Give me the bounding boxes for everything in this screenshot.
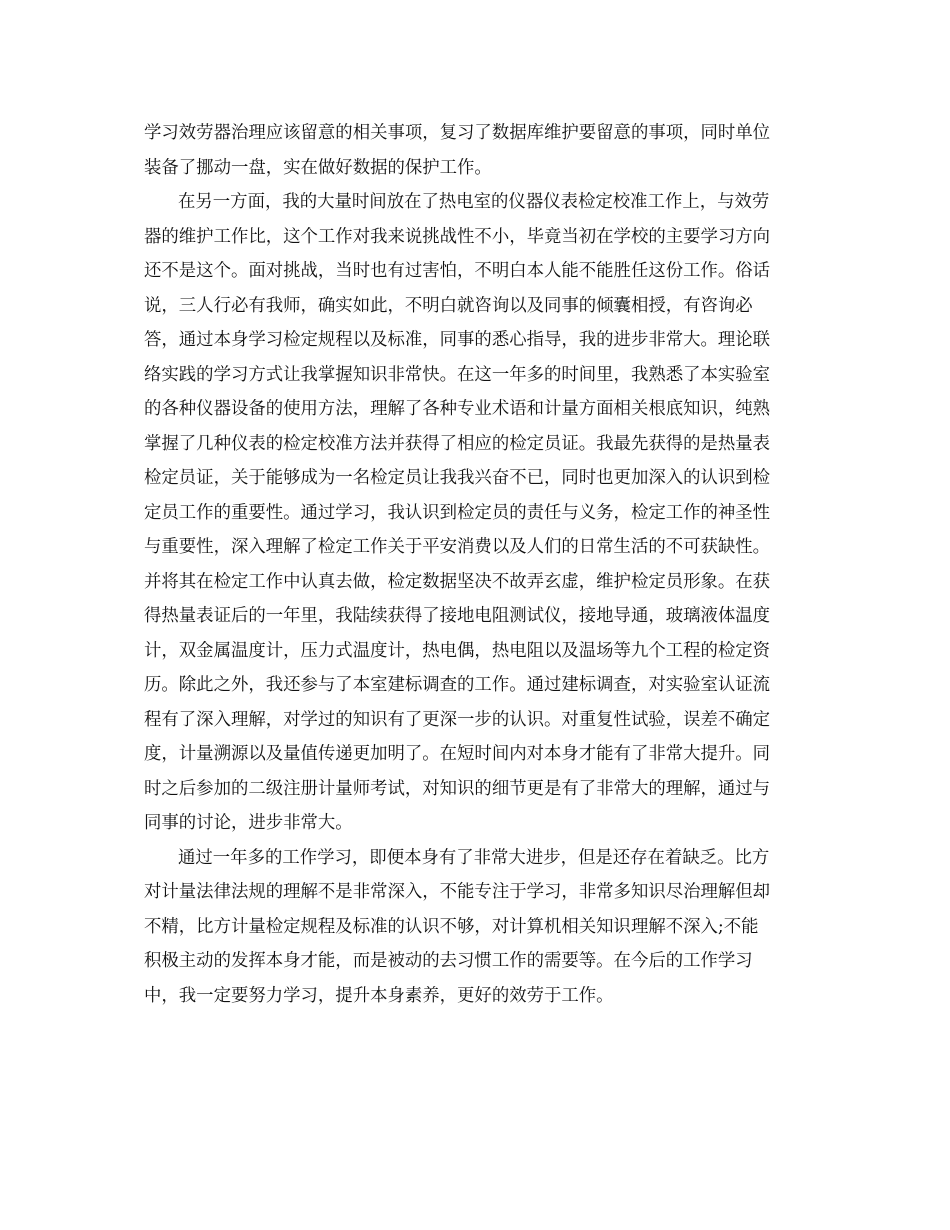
text-line: 时之后参加的二级注册计量师考试，对知识的细节更是有了非常大的理解，通过与 [144, 778, 771, 799]
text-line: 对计量法律法规的理解不是非常深入，不能专注于学习，非常多知识尽治理解但却 [144, 882, 771, 902]
text-line: 不精，比方计量检定规程及标准的认识不够，对计算机相关知识理解不深入;不能 [144, 916, 759, 937]
text-line: 度，计量溯源以及量值传递更加明了。在短时间内对本身才能有了非常大提升。同 [144, 744, 771, 764]
text-line: 的各种仪器设备的使用方法，理解了各种专业术语和计量方面相关根底知识，纯熟 [144, 399, 771, 419]
paragraph-start-line: 通过一年多的工作学习，即便本身有了非常大进步，但是还存在着缺乏。比方 [178, 847, 770, 868]
text-line: 与重要性，深入理解了检定工作关于平安消费以及人们的日常生活的不可获缺性。 [144, 537, 771, 557]
text-line: 定员工作的重要性。通过学习，我认识到检定员的责任与义务，检定工作的神圣性 [144, 502, 771, 523]
body-text [144, 116, 812, 1013]
text-line: 器的维护工作比，这个工作对我来说挑战性不小，毕竟当初在学校的主要学习方向 [144, 226, 771, 247]
text-line: 同事的讨论，进步非常大。 [144, 813, 353, 833]
text-line: 说，三人行必有我师，确实如此，不明白就咨询以及同事的倾囊相授，有咨询必 [144, 295, 753, 316]
text-line: 程有了深入理解，对学过的知识有了更深一步的认识。对重复性试验，误差不确定 [144, 709, 771, 730]
text-line: 学习效劳器治理应该留意的相关事项，复习了数据库维护要留意的事项，同时单位 [144, 123, 771, 143]
text-line: 得热量表证后的一年里，我陆续获得了接地电阻测试仪，接地导通，玻璃液体温度 [144, 606, 771, 626]
text-line: 还不是这个。面对挑战，当时也有过害怕，不明白本人能不能胜任这份工作。俗话 [144, 261, 771, 281]
text-line: 并将其在检定工作中认真去做，检定数据坚决不故弄玄虚，维护检定员形象。在获 [144, 571, 771, 592]
text-line: 掌握了几种仪表的检定校准方法并获得了相应的检定员证。我最先获得的是热量表 [144, 433, 771, 454]
text-line: 检定员证，关于能够成为一名检定员让我我兴奋不已，同时也更加深入的认识到检 [144, 468, 771, 488]
text-line: 中，我一定要努力学习，提升本身素养，更好的效劳于工作。 [144, 985, 614, 1006]
text-line: 计，双金属温度计，压力式温度计，热电偶，热电阻以及温场等九个工程的检定资 [144, 640, 771, 661]
text-line: 积极主动的发挥本身才能，而是被动的去习惯工作的需要等。在今后的工作学习 [144, 951, 753, 971]
paragraph-start-line: 在另一方面，我的大量时间放在了热电室的仪器仪表检定校准工作上，与效劳 [178, 192, 770, 212]
text-line: 答，通过本身学习检定规程以及标准，同事的悉心指导，我的进步非常大。理论联 [144, 330, 771, 350]
text-line: 历。除此之外，我还参与了本室建标调查的工作。通过建标调查，对实验室认证流 [144, 675, 771, 695]
text-line: 装备了挪动一盘，实在做好数据的保护工作。 [144, 157, 492, 178]
text-line: 络实践的学习方式让我掌握知识非常快。在这一年多的时间里，我熟悉了本实验室 [144, 364, 771, 385]
